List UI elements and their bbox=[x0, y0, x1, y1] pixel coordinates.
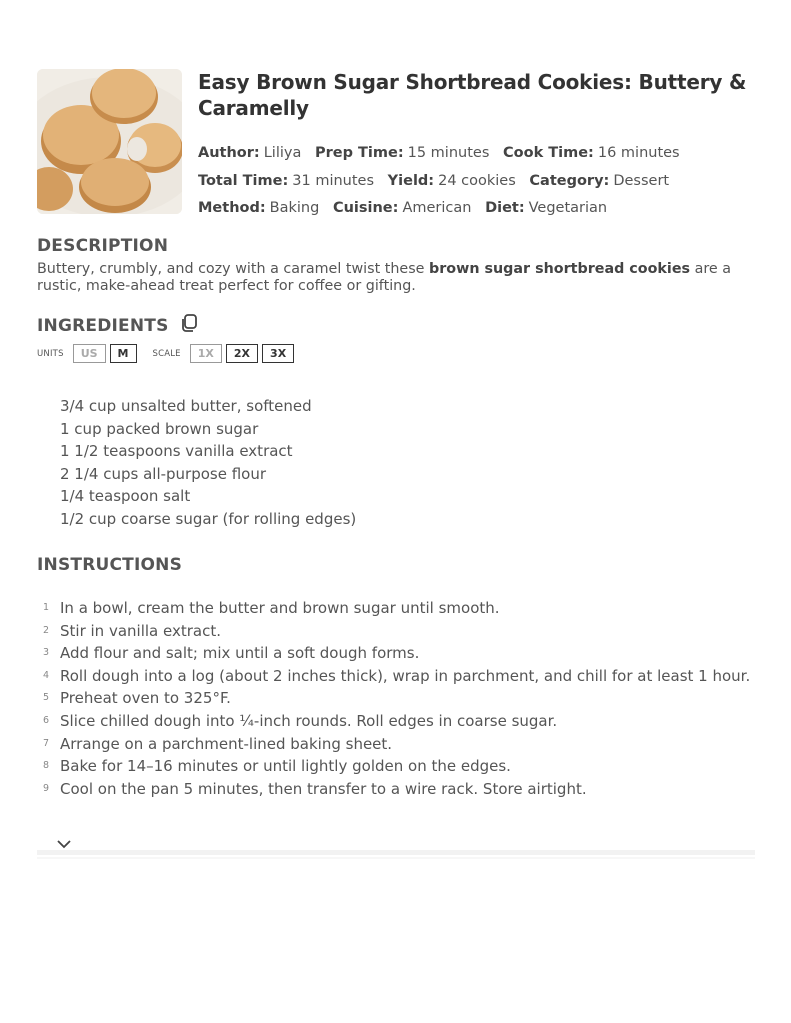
step-number: 9 bbox=[43, 782, 50, 794]
scale-label: SCALE bbox=[152, 348, 181, 359]
step-number: 6 bbox=[43, 714, 50, 726]
step-number: 3 bbox=[43, 647, 50, 659]
meta-label: Cuisine: bbox=[332, 200, 399, 216]
instruction-step bbox=[37, 710, 755, 733]
meta-value: 16 minutes bbox=[597, 145, 680, 161]
step-number: 1 bbox=[43, 602, 50, 613]
meta-value: Vegetarian bbox=[528, 200, 608, 216]
step-text: In a bowl, cream the butter and brown sugar until smooth. bbox=[60, 599, 500, 617]
instruction-step bbox=[37, 642, 755, 665]
meta-label: Method: bbox=[198, 200, 266, 216]
ingredient-item: 1 cup packed brown sugar bbox=[60, 419, 259, 438]
meta-label: Total Time: bbox=[198, 172, 289, 189]
description-text bbox=[37, 261, 755, 295]
step-text: Preheat oven to 325°F. bbox=[60, 689, 231, 708]
meta-label: Cook Time: bbox=[503, 145, 594, 161]
chevron-down-icon[interactable] bbox=[56, 836, 72, 850]
ingredient-item: 2 1/4 cups all-purpose flour bbox=[60, 464, 267, 483]
meta-value: 24 cookies bbox=[438, 172, 516, 189]
meta-label: Prep Time: bbox=[314, 145, 404, 161]
copy-icon[interactable] bbox=[179, 313, 199, 333]
ingredient-list bbox=[60, 395, 356, 530]
meta-cook-time bbox=[503, 145, 680, 161]
recipe-header bbox=[37, 69, 755, 219]
step-number: 7 bbox=[43, 737, 50, 749]
divider bbox=[37, 850, 755, 855]
instruction-step bbox=[37, 778, 755, 801]
step-text: Arrange on a parchment-lined baking sheet. bbox=[60, 734, 393, 753]
step-number: 8 bbox=[43, 760, 50, 772]
meta-value: Liliya bbox=[263, 145, 302, 161]
step-text: Stir in vanilla extract. bbox=[60, 621, 221, 640]
ingredient-item: 1 1/2 teaspoons vanilla extract bbox=[60, 442, 293, 460]
divider bbox=[37, 857, 755, 859]
unit-us-button[interactable]: US bbox=[73, 344, 106, 363]
ingredient-item: 1/2 cup coarse sugar (for rolling edges) bbox=[60, 509, 357, 528]
description-part: Buttery, crumbly, and cozy with a caramel twist these bbox=[37, 261, 429, 277]
meta-value: Baking bbox=[269, 200, 320, 216]
ingredients-heading: INGREDIENTS bbox=[37, 316, 169, 336]
step-number: 5 bbox=[43, 692, 50, 704]
meta-diet bbox=[485, 200, 607, 216]
recipe-photo bbox=[37, 69, 182, 214]
ingredient-item: 3/4 cup unsalted butter, softened bbox=[60, 397, 312, 415]
step-text: Roll dough into a log (about 2 inches thick), wrap in parchment, and chill for at least 1 hour. bbox=[60, 666, 751, 685]
instruction-step bbox=[37, 733, 755, 756]
step-text: Slice chilled dough into ¼-inch rounds. Roll edges in coarse sugar. bbox=[60, 711, 558, 730]
title-block bbox=[198, 69, 758, 223]
meta-row bbox=[198, 195, 758, 223]
meta-yield bbox=[388, 173, 516, 189]
recipe-meta bbox=[198, 140, 758, 223]
meta-value: Dessert bbox=[613, 172, 670, 189]
meta-total-time bbox=[198, 173, 374, 189]
instruction-step bbox=[37, 620, 755, 643]
meta-category bbox=[529, 173, 669, 189]
meta-value: 31 minutes bbox=[292, 172, 375, 189]
step-text: Bake for 14–16 minutes or until lightly golden on the edges. bbox=[60, 757, 511, 776]
meta-row bbox=[198, 140, 758, 168]
instruction-list bbox=[37, 597, 755, 800]
instruction-step bbox=[37, 755, 755, 778]
instruction-step bbox=[37, 597, 755, 620]
instruction-step bbox=[37, 665, 755, 688]
meta-value: American bbox=[402, 200, 472, 216]
meta-label: Category: bbox=[529, 172, 610, 189]
scale-2x-button[interactable]: 2X bbox=[226, 344, 258, 363]
description-bold: brown sugar shortbread cookies bbox=[429, 261, 691, 277]
ingredients-header bbox=[37, 316, 199, 336]
step-text: Add flour and salt; mix until a soft dough forms. bbox=[60, 644, 420, 663]
step-text: Cool on the pan 5 minutes, then transfer to a wire rack. Store airtight. bbox=[60, 779, 587, 798]
unit-metric-button[interactable]: M bbox=[110, 344, 137, 363]
meta-prep-time bbox=[315, 145, 489, 161]
meta-label: Diet: bbox=[485, 200, 525, 216]
meta-cuisine bbox=[333, 200, 472, 216]
units-label: UNITS bbox=[37, 348, 64, 359]
meta-row bbox=[198, 168, 758, 196]
description-heading: DESCRIPTION bbox=[37, 236, 169, 256]
recipe-title: Easy Brown Sugar Shortbread Cookies: Buttery & Caramelly bbox=[198, 70, 747, 120]
description-part: are a rustic, make-ahead treat perfect for coffee or gifting. bbox=[37, 261, 732, 294]
meta-author bbox=[198, 145, 301, 161]
step-number: 4 bbox=[43, 669, 50, 681]
meta-label: Author: bbox=[198, 145, 260, 161]
scale-1x-button[interactable]: 1X bbox=[190, 344, 222, 363]
instructions-heading: INSTRUCTIONS bbox=[37, 555, 183, 575]
meta-method bbox=[198, 200, 319, 216]
ingredient-controls bbox=[37, 344, 298, 363]
ingredient-item: 1/4 teaspoon salt bbox=[60, 487, 191, 505]
meta-value: 15 minutes bbox=[407, 145, 490, 161]
step-number: 2 bbox=[43, 624, 50, 636]
scale-3x-button[interactable]: 3X bbox=[262, 344, 294, 363]
instruction-step bbox=[37, 687, 755, 710]
meta-label: Yield: bbox=[387, 172, 435, 189]
